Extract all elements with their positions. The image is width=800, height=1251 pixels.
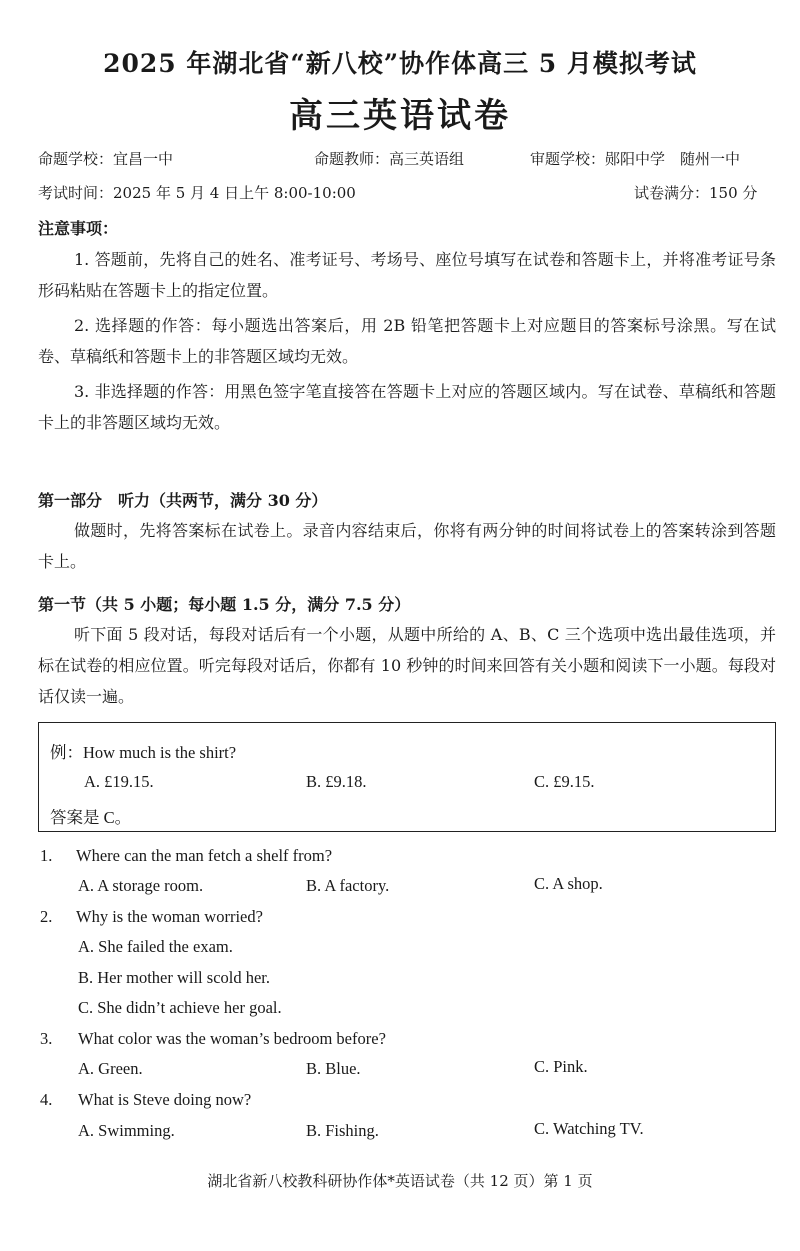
question-option: A. Swimming.	[78, 1121, 175, 1140]
question-number: 3.	[40, 1029, 53, 1048]
paper-subtitle: 高三英语试卷	[289, 96, 511, 136]
example-option-a: A. £19.15.	[84, 772, 154, 791]
example-option-b: B. £9.18.	[306, 772, 367, 791]
question-text: Why is the woman worried?	[76, 907, 263, 926]
full-score: 试卷满分：150 分	[634, 184, 758, 202]
question-option: C. She didn’t achieve her goal.	[78, 998, 282, 1017]
example-option-c: C. £9.15.	[534, 772, 595, 791]
question-number: 1.	[40, 846, 53, 865]
question-text: Where can the man fetch a shelf from?	[76, 846, 333, 865]
question-text: What color was the woman’s bedroom before?	[78, 1029, 386, 1048]
question-option: C. Pink.	[534, 1057, 588, 1076]
example-answer: 答案是 C。	[50, 808, 132, 827]
page-footer: 湖北省新八校教科研协作体*英语试卷（共 12 页）第 1 页	[207, 1172, 593, 1190]
question-option: B. Her mother will scold her.	[78, 968, 271, 987]
notes-heading: 注意事项：	[38, 219, 119, 238]
question-text: What is Steve doing now?	[78, 1090, 252, 1109]
exam-title: 2025 年湖北省“新八校”协作体高三 5 月模拟考试	[103, 49, 697, 78]
example-question: 例：How much is the shirt?	[50, 743, 237, 762]
question-number: 4.	[40, 1090, 53, 1109]
exam-time: 考试时间：2025 年 5 月 4 日上午 8:00-10:00	[38, 184, 356, 202]
question-option: C. Watching TV.	[534, 1119, 644, 1138]
part1-instruction: 做题时，先将答案标在试卷上。录音内容结束后，你将有两分钟的时间将试卷上的答案转涂到答题卡上。	[38, 521, 776, 571]
note-item-2: 2. 选择题的作答：每小题选出答案后，用 2B 铅笔把答题卡上对应题目的答案标号涂黑。写在试卷、草稿纸和答题卡上的非答题区域均无效。	[38, 316, 776, 366]
note-item-3: 3. 非选择题的作答：用黑色签字笔直接答在答题卡上对应的答题区域内。写在试卷、草稿纸和答题卡上的非答题区域均无效。	[38, 382, 776, 432]
note-item-1: 1. 答题前，先将自己的姓名、准考证号、考场号、座位号填写在试卷和答题卡上，并将准考证号条形码粘贴在答题卡上的指定位置。	[38, 250, 776, 300]
setter-teacher: 命题教师：高三英语组	[314, 150, 465, 168]
question-option: C. A shop.	[534, 874, 603, 893]
reviewer-school: 审题学校：郧阳中学 随州一中	[530, 150, 741, 168]
question-number: 2.	[40, 907, 53, 926]
section1-instruction: 听下面 5 段对话，每段对话后有一个小题，从题中所给的 A、B、C 三个选项中选出最佳选项，并标在试卷的相应位置。听完每段对话后，你都有 10 秒钟的时间来回答有关小题和阅读下一小题。每段对话仅读一遍。	[38, 625, 776, 706]
part1-heading: 第一部分 听力（共两节，满分 30 分）	[38, 491, 328, 510]
question-option: B. Fishing.	[306, 1121, 379, 1140]
setter-school: 命题学校：宜昌一中	[38, 150, 174, 168]
question-option: A. Green.	[78, 1059, 143, 1078]
question-option: A. A storage room.	[78, 876, 204, 895]
question-option: B. Blue.	[306, 1059, 361, 1078]
section1-heading: 第一节（共 5 小题；每小题 1.5 分，满分 7.5 分）	[38, 595, 411, 614]
question-option: B. A factory.	[306, 876, 390, 895]
question-option: A. She failed the exam.	[78, 937, 233, 956]
